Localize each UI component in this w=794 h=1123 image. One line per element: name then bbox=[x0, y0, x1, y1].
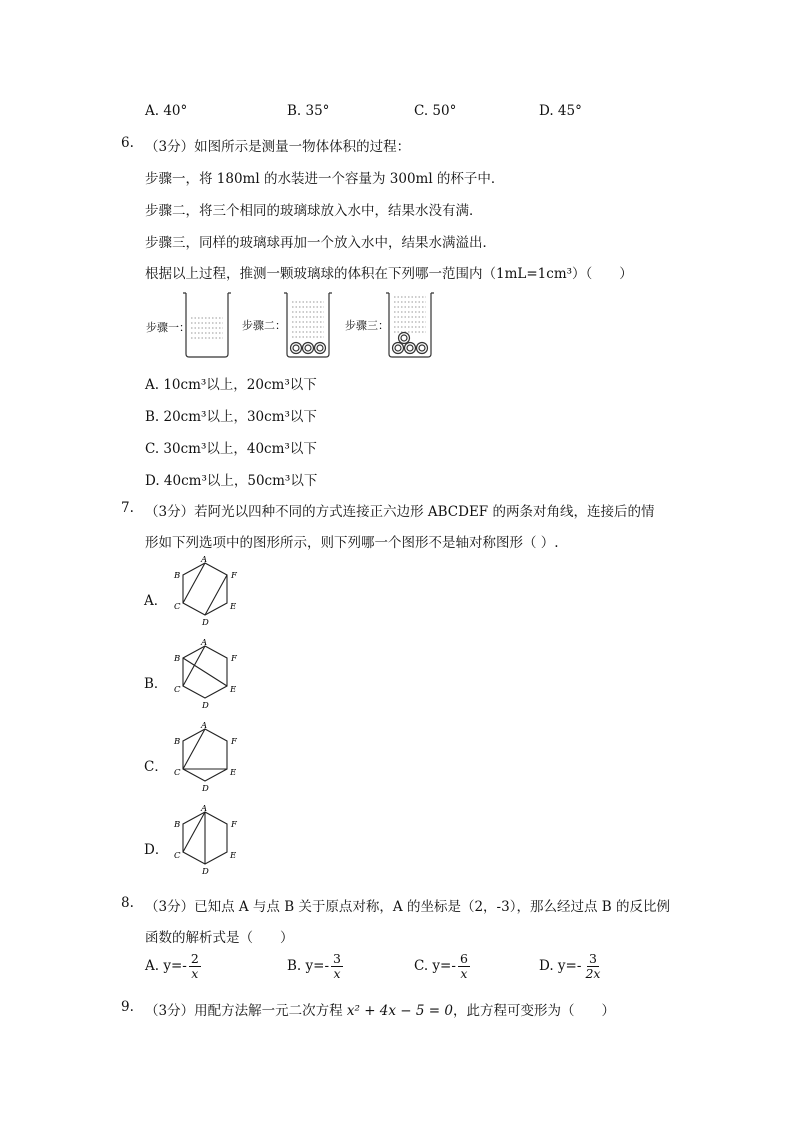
fig-label-step1: 步骤一： bbox=[146, 321, 190, 334]
q7-number: 7. bbox=[121, 500, 134, 516]
vertex-label-d: D bbox=[202, 867, 209, 877]
q6-option-a: A. 10cm³以上，20cm³以下 bbox=[145, 377, 317, 393]
fraction-numerator: 3 bbox=[588, 951, 597, 966]
q8-option-a-prefix: A. y=- bbox=[145, 957, 187, 974]
q8-option-c bbox=[414, 952, 470, 981]
q5-option-d: D. 45° bbox=[539, 103, 582, 119]
vertex-label-a: A bbox=[201, 721, 208, 731]
vertex-label-e: E bbox=[230, 768, 237, 778]
fraction-denominator: 2x bbox=[585, 965, 601, 981]
q5-option-b: B. 35° bbox=[287, 103, 330, 119]
q9-number: 9. bbox=[121, 999, 134, 1015]
q8-number: 8. bbox=[121, 895, 134, 911]
q6-option-d: D. 40cm³以上，50cm³以下 bbox=[145, 473, 318, 489]
vertex-label-b: B bbox=[174, 571, 181, 581]
vertex-label-f: F bbox=[231, 737, 237, 747]
hexagon-option-a bbox=[173, 555, 238, 628]
q9-text-after: ，此方程可变形为（ ） bbox=[452, 1003, 615, 1019]
hexagon-figures bbox=[170, 553, 250, 878]
vertex-label-f: F bbox=[231, 820, 237, 830]
q7-option-c-label: C． bbox=[144, 759, 168, 775]
q8-option-b bbox=[287, 952, 343, 981]
hexagon-option-d bbox=[173, 804, 238, 877]
vertex-label-d: D bbox=[202, 618, 209, 628]
vertex-label-a: A bbox=[201, 555, 208, 565]
q9-text-before: （3分）用配方法解一元二次方程 bbox=[145, 1003, 347, 1019]
q8-option-a bbox=[145, 952, 201, 981]
q8-option-c-prefix: C. y=- bbox=[414, 957, 456, 974]
fraction-denominator: x bbox=[191, 965, 199, 981]
vertex-label-c: C bbox=[174, 851, 181, 861]
fraction-numerator: 3 bbox=[333, 951, 341, 966]
q8-line2: 函数的解析式是（ ） bbox=[145, 930, 294, 946]
vertex-label-b: B bbox=[174, 820, 181, 830]
vertex-label-f: F bbox=[231, 654, 237, 664]
q6-step1: 步骤一，将 180ml 的水装进一个容量为 300ml 的杯子中． bbox=[145, 171, 505, 187]
beaker-step3 bbox=[386, 293, 434, 357]
q5-option-c: C. 50° bbox=[414, 103, 457, 119]
vertex-label-c: C bbox=[174, 768, 181, 778]
q8-option-d-fraction bbox=[583, 952, 602, 981]
q7-option-d-label: D． bbox=[144, 842, 169, 858]
hexagon-option-b bbox=[173, 638, 238, 711]
vertex-label-e: E bbox=[230, 851, 237, 861]
hexagon-option-c bbox=[173, 721, 238, 794]
q8-option-a-fraction bbox=[189, 952, 201, 981]
fig-label-step3: 步骤三： bbox=[345, 319, 389, 332]
fraction-numerator: 6 bbox=[459, 951, 468, 966]
q8-line1: （3分）已知点 A 与点 B 关于原点对称，A 的坐标是（2，-3），那么经过点 B 的反比例 bbox=[145, 899, 670, 915]
q6-step3: 步骤三，同样的玻璃球再加一个放入水中，结果水满溢出． bbox=[145, 235, 496, 251]
vertex-label-e: E bbox=[230, 685, 237, 695]
q7-option-b-label: B． bbox=[144, 676, 168, 692]
beaker-step2 bbox=[284, 293, 332, 357]
q8-option-b-prefix: B. y=- bbox=[287, 957, 330, 974]
q8-option-b-fraction bbox=[331, 952, 343, 981]
vertex-label-c: C bbox=[174, 685, 181, 695]
q6-option-b: B. 20cm³以上，30cm³以下 bbox=[145, 409, 317, 425]
q6-number: 6. bbox=[121, 135, 134, 151]
beaker-figure bbox=[180, 290, 440, 360]
vertex-label-d: D bbox=[202, 784, 209, 794]
vertex-label-d: D bbox=[202, 701, 209, 711]
fraction-numerator: 2 bbox=[190, 951, 199, 966]
vertex-label-e: E bbox=[230, 602, 237, 612]
q7-line2: 形如下列选项中的图形所示，则下列哪一个图形不是轴对称图形（ ）. bbox=[145, 535, 559, 551]
vertex-label-a: A bbox=[201, 804, 208, 814]
vertex-label-b: B bbox=[174, 654, 181, 664]
q6-step2: 步骤二，将三个相同的玻璃球放入水中，结果水没有满． bbox=[145, 203, 483, 219]
vertex-label-f: F bbox=[231, 571, 237, 581]
fig-label-step2: 步骤二： bbox=[242, 319, 286, 332]
vertex-label-b: B bbox=[174, 737, 181, 747]
q7-option-a-label: A． bbox=[144, 593, 168, 609]
vertex-label-a: A bbox=[201, 638, 208, 648]
fraction-denominator: x bbox=[460, 965, 468, 981]
vertex-label-c: C bbox=[174, 602, 181, 612]
q5-option-a: A. 40° bbox=[145, 103, 188, 119]
q9-stem bbox=[145, 999, 615, 1019]
beaker-step1 bbox=[183, 293, 231, 357]
q8-option-d bbox=[539, 952, 602, 981]
q8-option-c-fraction bbox=[458, 952, 470, 981]
q9-equation: x² + 4x − 5 = 0 bbox=[346, 1003, 453, 1019]
q8-option-d-prefix: D. y=- bbox=[539, 957, 582, 974]
q7-line1: （3分）若阿光以四种不同的方式连接正六边形 ABCDEF 的两条对角线，连接后的情 bbox=[145, 504, 655, 520]
q6-stem: （3分）如图所示是测量一物体体积的过程： bbox=[145, 139, 411, 155]
q6-question: 根据以上过程，推测一颗玻璃球的体积在下列哪一范围内（1mL=1cm³）（ ） bbox=[145, 266, 633, 282]
q6-option-c: C. 30cm³以上，40cm³以下 bbox=[145, 441, 317, 457]
fraction-denominator: x bbox=[333, 965, 341, 981]
